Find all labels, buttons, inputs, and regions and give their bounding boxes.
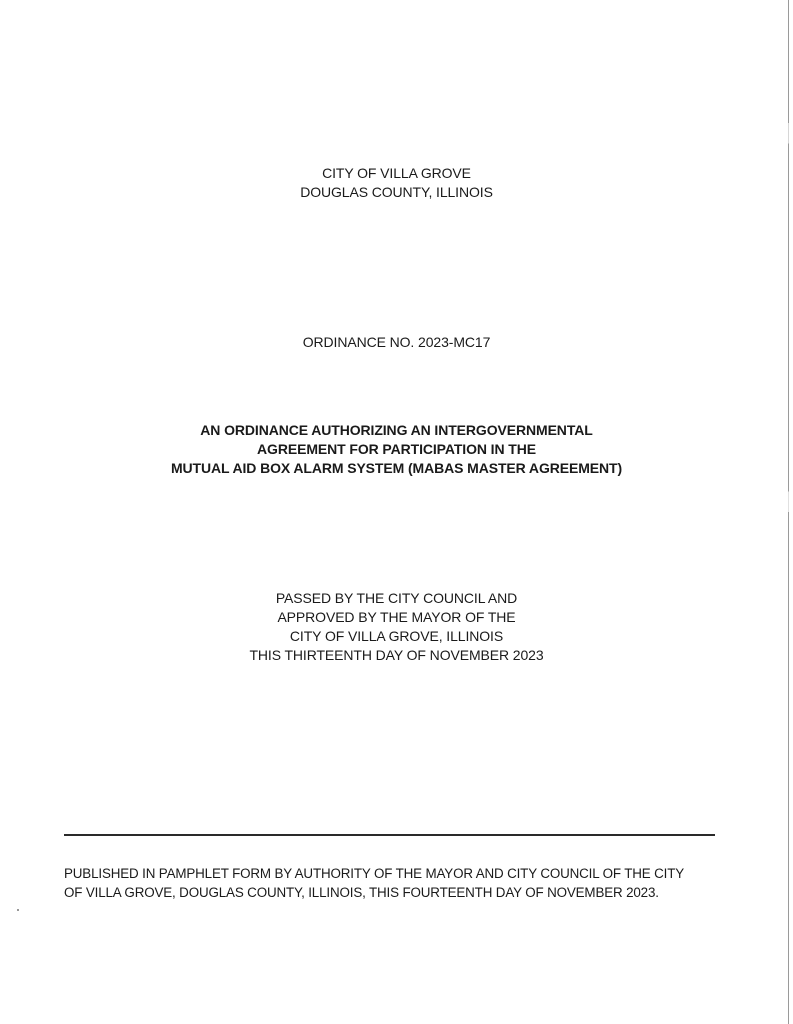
published-line-2: OF VILLA GROVE, DOUGLAS COUNTY, ILLINOIS, THIS FOURTEENTH DAY OF NOVEMBER 2023. [64, 885, 659, 900]
passed-line-2: APPROVED BY THE MAYOR OF THE [277, 609, 516, 625]
city-name: CITY OF VILLA GROVE [322, 165, 471, 181]
horizontal-divider [64, 834, 715, 836]
published-line-1: PUBLISHED IN PAMPHLET FORM BY AUTHORITY OF THE MAYOR AND CITY COUNCIL OF THE CITY [64, 866, 685, 881]
title-line-3: MUTUAL AID BOX ALARM SYSTEM (MABAS MASTER AGREEMENT) [170, 460, 623, 476]
ordinance-number: ORDINANCE NO. 2023-MC17 [302, 334, 491, 350]
passed-statement [0, 589, 793, 665]
passed-line-3: CITY OF VILLA GROVE, ILLINOIS [289, 628, 504, 644]
title-line-1: AN ORDINANCE AUTHORIZING AN INTERGOVERNMENTAL [200, 422, 593, 438]
publication-notice [64, 864, 724, 902]
county-name: DOUGLAS COUNTY, ILLINOIS [300, 184, 493, 200]
scan-edge-line [788, 0, 789, 1024]
passed-line-4: THIS THIRTEENTH DAY OF NOVEMBER 2023 [249, 647, 544, 663]
city-header [0, 164, 793, 202]
ordinance-number-block [0, 333, 793, 352]
scan-speck [17, 909, 19, 911]
ordinance-title [0, 421, 793, 478]
title-line-2: AGREEMENT FOR PARTICIPATION IN THE [257, 441, 536, 457]
passed-line-1: PASSED BY THE CITY COUNCIL AND [275, 590, 518, 606]
